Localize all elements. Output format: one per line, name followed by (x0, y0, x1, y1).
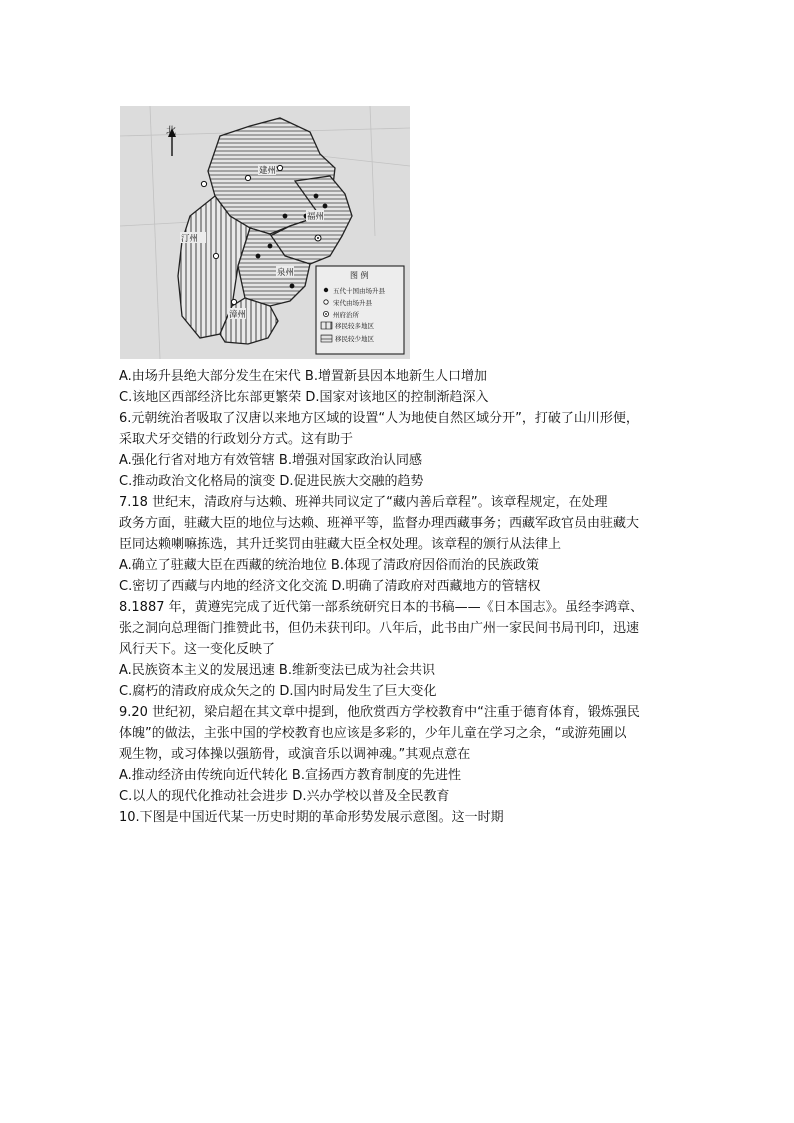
legend-item-3: 州府治所 (333, 311, 359, 319)
q5-options-cd: C.该地区西部经济比东部更繁荣 D.国家对该地区的控制渐趋深入 (119, 390, 489, 405)
north-label: 北 (166, 126, 176, 137)
legend-filled-dot-icon (324, 288, 328, 292)
q9-stem-line-1: 9.20 世纪初，梁启超在其文章中提到，他欣赏西方学校教育中“注重于德育体育，锻炼强民 (119, 705, 640, 720)
q6-options-ab: A.强化行省对地方有效管辖 B.增强对国家政治认同感 (119, 453, 422, 468)
q8-stem-line-2: 张之洞向总理衙门推赞此书，但仍未获刊印。八年后，此书由广州一家民间书局刊印，迅速 (119, 621, 640, 636)
place-label-tingzhou: 汀州 (181, 234, 199, 244)
q7-options-ab: A.确立了驻藏大臣在西藏的统治地位 B.体现了清政府因俗而治的民族政策 (119, 558, 539, 573)
place-label-quanzhou: 泉州 (277, 268, 295, 278)
five-dynasties-county-marker (268, 244, 273, 249)
q8-stem-line-1: 8.1887 年，黄遵宪完成了近代第一部系统研究日本的书稿——《日本国志》。虽经李鸿章、 (119, 600, 644, 615)
q9-stem-line-2: 体魄”的做法，主张中国的学校教育也应该是多彩的，少年儿童在学习之余，“或游苑圃以 (119, 726, 627, 741)
question-text-block (119, 366, 699, 828)
five-dynasties-county-marker (256, 254, 261, 259)
five-dynasties-county-marker (314, 194, 319, 199)
q7-stem-line-2: 政务方面，驻藏大臣的地位与达赖、班禅平等，监督办理西藏事务；西藏军政官员由驻藏大 (119, 516, 640, 531)
legend-item-2: 宋代由场升县 (333, 299, 372, 307)
map-legend (316, 266, 404, 354)
q6-stem-line-2: 采取犬牙交错的行政划分方式。这有助于 (119, 432, 354, 447)
q9-stem-line-3: 观生物，或习体操以强筋骨，或演音乐以调神魂。”其观点意在 (119, 747, 471, 762)
legend-open-dot-icon (324, 300, 328, 304)
legend-vertical-hatch-icon (321, 322, 332, 329)
place-label-fuzhou: 福州 (307, 212, 325, 222)
q9-options-ab: A.推动经济由传统向近代转化 B.宣扬西方教育制度的先进性 (119, 768, 461, 783)
q6-options-cd: C.推动政治文化格局的演变 D.促进民族大交融的趋势 (119, 474, 424, 489)
song-county-marker (213, 253, 218, 258)
song-county-marker (231, 299, 236, 304)
place-label-zhangzhou: 漳州 (229, 310, 247, 320)
q9-options-cd: C.以人的现代化推动社会进步 D.兴办学校以普及全民教育 (119, 789, 450, 804)
q10-stem-line-1: 10.下图是中国近代某一历史时期的革命形势发展示意图。这一时期 (119, 810, 504, 825)
five-dynasties-county-marker (290, 284, 295, 289)
legend-item-1: 五代十国由场升县 (333, 287, 385, 295)
map-svg (120, 106, 410, 359)
fujian-map-figure (120, 106, 410, 359)
five-dynasties-county-marker (283, 214, 288, 219)
place-label-jianzhou: 建州 (259, 166, 277, 176)
q5-options-ab: A.由场升县绝大部分发生在宋代 B.增置新县因本地新生人口增加 (119, 369, 487, 384)
q7-options-cd: C.密切了西藏与内地的经济文化交流 D.明确了清政府对西藏地方的管辖权 (119, 579, 541, 594)
legend-horizontal-hatch-icon (321, 335, 332, 342)
five-dynasties-county-marker (323, 204, 328, 209)
q8-options-cd: C.腐朽的清政府成众矢之的 D.国内时局发生了巨大变化 (119, 684, 437, 699)
legend-item-4: 移民较多地区 (335, 322, 374, 330)
song-county-marker (201, 181, 206, 186)
q6-stem-line-1: 6.元朝统治者吸取了汉唐以来地方区域的设置“人为地使自然区域分开”，打破了山川形便， (119, 411, 639, 426)
q8-options-ab: A.民族资本主义的发展迅速 B.维新变法已成为社会共识 (119, 663, 435, 678)
q7-stem-line-3: 臣同达赖喇嘛拣选，其升迁奖罚由驻藏大臣全权处理。该章程的颁行从法律上 (119, 537, 562, 552)
song-county-marker (245, 175, 250, 180)
q7-stem-line-1: 7.18 世纪末，清政府与达赖、班禅共同议定了“藏内善后章程”。该章程规定，在处理 (119, 495, 608, 510)
legend-item-5: 移民较少地区 (335, 335, 374, 343)
legend-title: 图 例 (350, 271, 369, 280)
q8-stem-line-3: 风行天下。这一变化反映了 (119, 642, 276, 657)
song-county-marker (277, 165, 282, 170)
